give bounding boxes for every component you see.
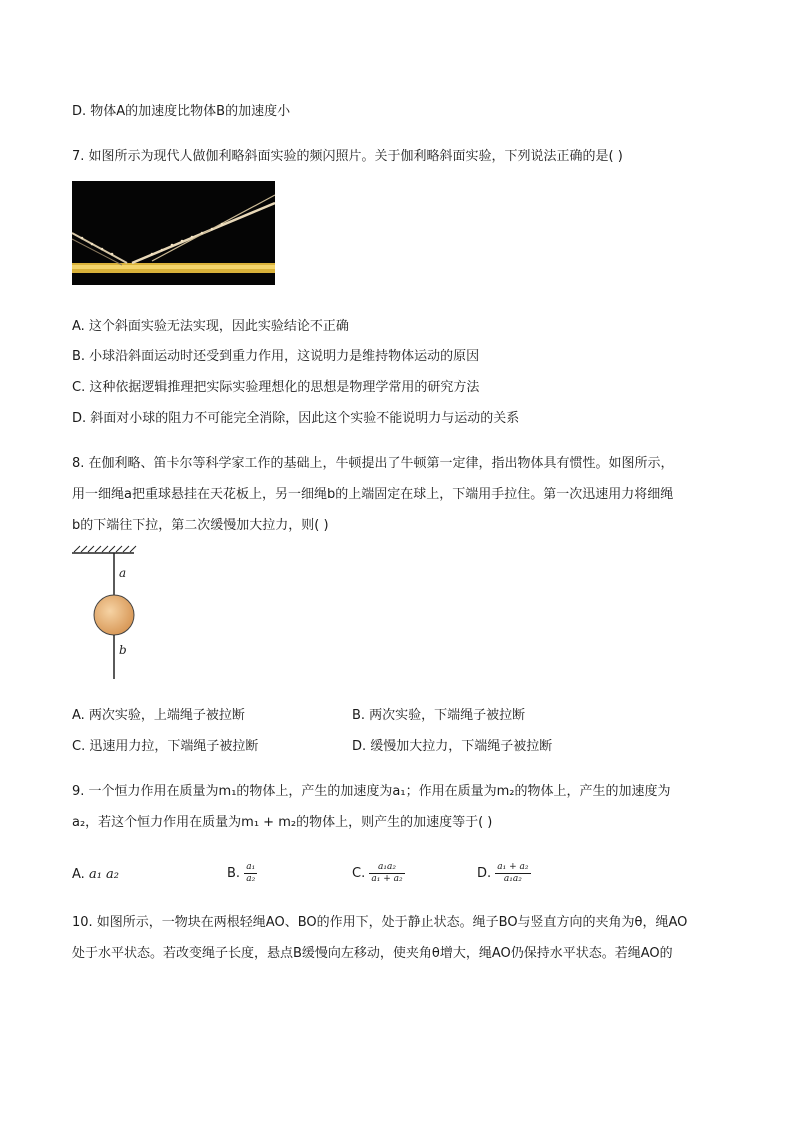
q9-option-b: [227, 862, 257, 885]
q10-stem-line-1: 10. 如图所示，一物块在两根轻绳AO、BO的作用下，处于静止状态。绳子BO与竖直方向的夹角为θ，绳AO: [72, 915, 688, 930]
q7-stem: 7. 如图所示为现代人做伽利略斜面实验的频闪照片。关于伽利略斜面实验，下列说法正确的是( ): [72, 149, 623, 164]
q9-option-b-numerator: a₁: [246, 862, 256, 872]
label-rope-a: a: [119, 566, 127, 580]
q6-option-d: D. 物体A的加速度比物体B的加速度小: [72, 104, 291, 119]
q9-option-c-numerator: a₁a₂: [369, 862, 404, 874]
q9-option-c-fraction: [369, 862, 404, 885]
q8-option-a: A. 两次实验，上端绳子被拉断: [72, 708, 245, 723]
q7-option-c: C. 这种依据逻辑推理把实际实验理想化的思想是物理学常用的研究方法: [72, 380, 480, 395]
q9-option-d-denominator: a₁a₂: [503, 874, 522, 884]
q8-option-b: B. 两次实验，下端绳子被拉断: [352, 708, 526, 723]
q9-option-b-fraction: [244, 862, 257, 885]
q9-option-d-numerator: a₁ + a₂: [497, 862, 529, 872]
label-rope-b: b: [119, 643, 127, 657]
q9-option-a-label: A.: [72, 867, 85, 882]
q9-option-d: [477, 862, 531, 885]
q8-stem-line-3: b的下端往下拉，第二次缓慢加大拉力，则( ): [72, 518, 329, 533]
q9-option-c: [352, 862, 405, 885]
q7-option-b: B. 小球沿斜面运动时还受到重力作用，这说明力是维持物体运动的原因: [72, 349, 480, 364]
q8-stem-line-2: 用一细绳a把重球悬挂在天花板上，另一细绳b的上端固定在球上，下端用手拉住。第一次迅速用力将细绳: [72, 487, 674, 502]
q7-option-a: A. 这个斜面实验无法实现，因此实验结论不正确: [72, 319, 349, 334]
q8-option-d: D. 缓慢加大拉力，下端绳子被拉断: [352, 739, 553, 754]
q9-option-b-label: B.: [227, 866, 241, 881]
q9-option-a: [72, 866, 119, 884]
q10-stem-line-2: 处于水平状态。若改变绳子长度，悬点B缓慢向左移动，使夹角θ增大，绳AO仍保持水平状态。若绳AO的: [72, 946, 673, 961]
q9-option-d-fraction: [495, 862, 530, 885]
q7-option-d: D. 斜面对小球的阻力不可能完全消除，因此这个实验不能说明力与运动的关系: [72, 411, 520, 426]
q9-option-d-label: D.: [477, 866, 492, 881]
galileo-incline-photo: [72, 181, 275, 285]
q9-option-b-denominator: a₂: [246, 874, 256, 884]
q9-option-c-label: C.: [352, 866, 366, 881]
q9-stem-line-2: a₂，若这个恒力作用在质量为m₁ + m₂的物体上，则产生的加速度等于( ): [72, 815, 493, 830]
q9-stem-line-1: 9. 一个恒力作用在质量为m₁的物体上，产生的加速度为a₁；作用在质量为m₂的物体上，产生的加速度为: [72, 784, 671, 799]
q8-stem-line-1: 8. 在伽利略、笛卡尔等科学家工作的基础上，牛顿提出了牛顿第一定律，指出物体具有惯性。如图所示，: [72, 456, 674, 471]
q9-option-a-expr: a₁ a₂: [88, 867, 119, 882]
q8-option-c: C. 迅速用力拉，下端绳子被拉断: [72, 739, 259, 754]
q9-option-c-denominator: a₁ + a₂: [371, 874, 403, 884]
hanging-ball-diagram: [72, 545, 172, 685]
